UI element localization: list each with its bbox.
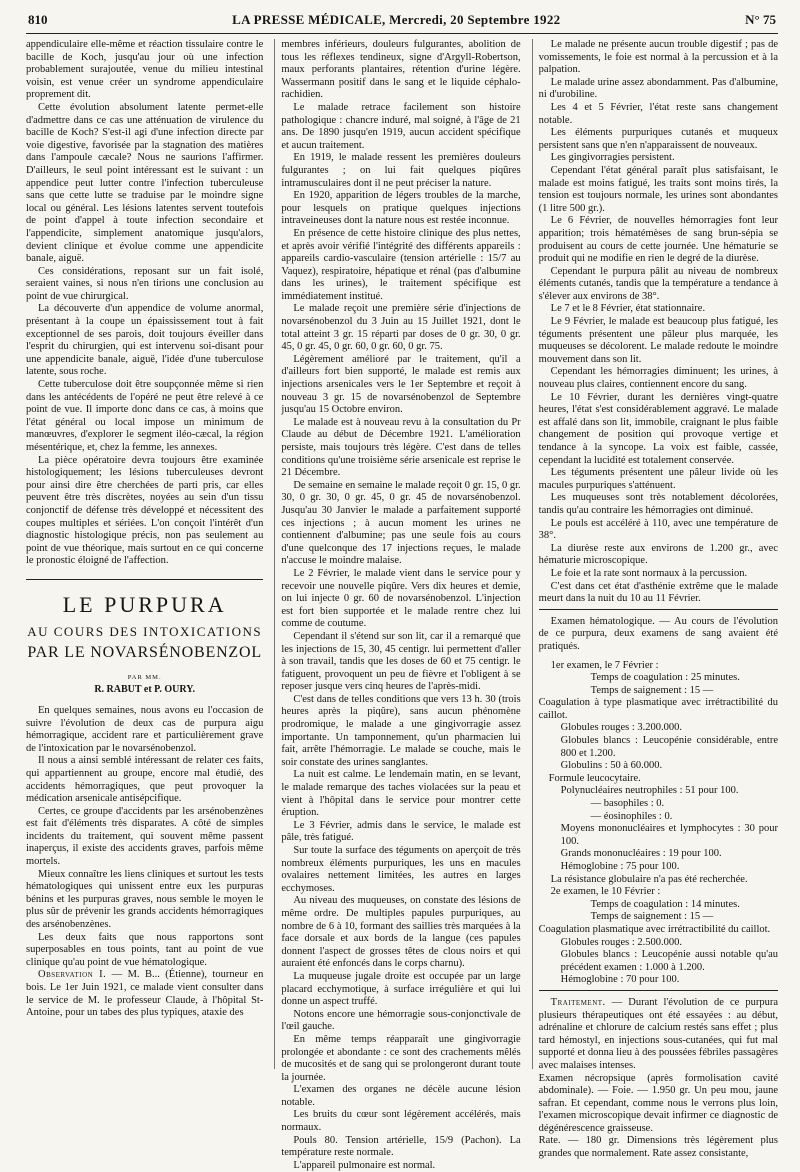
columns: [26, 39, 778, 1171]
exam-2-heading: 2e examen, le 10 Février :: [550, 886, 661, 898]
exam-line: Coagulation à type plasmatique avec irrétractibilité du caillot.: [538, 697, 778, 721]
column-3: [532, 39, 778, 1160]
exam-line: Temps de saignement : 15 —: [590, 911, 714, 923]
paragraph: Cependant il s'étend sur son lit, car il a remarqué que les injections de 15, 30, 45 centigr. lui permettent d'aller à son travail, tandis que les doses de 60 et 75 centigr. le fatiguent, provoquent un peu de fièvre et l'obligent à se reposer jusque vers cinq heures de l'après-midi.: [281, 630, 521, 693]
exam-line: Temps de coagulation : 25 minutes.: [590, 672, 740, 684]
exam-1-heading: 1er examen, le 7 Février :: [550, 659, 659, 671]
exam-line: Moyens mononucléaires et lymphocytes : 30 pour 100.: [560, 823, 778, 847]
observation-paragraph: [26, 969, 263, 1019]
treatment-label: Traitement.: [550, 996, 606, 1008]
exam-line: Temps de saignement : 15 —: [590, 684, 714, 696]
paragraph: L'appareil pulmonaire est normal.: [293, 1159, 436, 1171]
article-separator: [26, 579, 263, 580]
section-rule: [539, 609, 778, 610]
paragraph: Légèrement amélioré par le traitement, qu'il a d'ailleurs fort bien supporté, le malade est remis aux injections arsenicales vers le 1er Septembre et reçoit à nouveau 3 gr. 15 de novarsénobenzol de Septembre jusqu'au 15 Octobre environ.: [281, 353, 521, 416]
column-1: [26, 39, 263, 1069]
paragraph: Les téguments présentent une pâleur livide où les macules purpuriques s'atténuent.: [538, 467, 778, 491]
paragraph: Certes, ce groupe d'accidents par les arsénobenzènes est fait d'éléments très disparates. A côté de simples incidents du traitement, qui souvent même passent inaperçus, il existe des accidents graves, parfois même mortels.: [26, 805, 264, 868]
paragraph: Le 6 Février, de nouvelles hémorragies font leur apparition; trois hématémèses de sang brun-sépia se produisent au cours de cette journée. Une hématurie se produit qui ne modifie en rien le degré de la diurèse.: [538, 215, 778, 265]
paragraph: En quelques semaines, nous avons eu l'occasion de suivre l'évolution de deux cas de purpura aigu hémorragique, accident rare et particulièrement grave de l'intoxication par le novarsénobenzol.: [26, 704, 264, 754]
paragraph: Le foie et la rate sont normaux à la percussion.: [550, 567, 748, 579]
paragraph: Les éléments purpuriques cutanés et muqueux persistent sans que n'en n'apparaissent de nouveaux.: [538, 127, 778, 151]
exam-line: Globulins : 50 à 60.000.: [560, 760, 663, 772]
exam-line: Globules rouges : 3.200.000.: [560, 722, 682, 734]
exam-line: Hémoglobine : 70 pour 100.: [560, 974, 680, 986]
paragraph: Les muqueuses sont très notablement décolorées, tandis qu'au contraire les hémorragies ont diminué.: [538, 492, 778, 516]
paragraph: La nuit est calme. Le lendemain matin, en se levant, le malade remarque des taches violacées sur la peau et vient à l'hôpital dans le service pour montrer cette éruption.: [281, 769, 521, 819]
observation-text: — M. B... (Étienne), tourneur en bois. Le 1er Juin 1921, ce malade vient consulter dans le service de M. le professeur Claude, à l'hôpital St-Antoine, pour un tabes des plus typiques, ataxie des: [26, 969, 264, 1019]
page-number: 810: [28, 12, 48, 27]
exam-line: Coagulation plasmatique avec irrétractibilité du caillot.: [538, 923, 771, 935]
journal-masthead: [232, 12, 560, 28]
exam-line: Formule leucocytaire.: [548, 772, 641, 784]
paragraph: Cependant l'état général paraît plus satisfaisant, le malade est moins fatigué, les traits sont moins tirés, la tension est toujours normale, les urines sont abondantes (1 litre 500 gr.).: [538, 164, 778, 214]
paragraph: Le 9 Février, le malade est beaucoup plus fatigué, les téguments présentent une pâleur plus marquée, les muqueuses se décolorent. Le malade redoute le moindre mouvement dans son lit.: [538, 316, 778, 365]
paragraph: Le 3 Février, admis dans le service, le malade est pâle, très fatigué.: [281, 819, 521, 844]
paragraph: En 1920, apparition de légers troubles de la marche, pour lesquels on pratique quelques injections intraveineuses dont la nature nous est restée inconnue.: [281, 190, 521, 227]
exam-line: — éosinophiles : 0.: [590, 810, 673, 822]
paragraph: Cette tuberculose doit être soupçonnée même si rien dans les antécédents de l'opéré ne peut être relevé à ce point de vue. Il importe donc dans ce cas, à moins que l'état général ou local impose un minimum de manœuvres, d'explorer le segment iléo-cæcal, la région mésentérique, et, chez la femme, les annexes.: [26, 379, 264, 453]
paragraph: C'est dans cet état d'asthénie extrême que le malade meurt dans la nuit du 10 au 11 Février.: [538, 580, 778, 605]
paragraph: Ces considérations, reposant sur un fait isolé, seraient vaines, si nous n'en tirions une conclusion au point de vue chirurgical.: [26, 265, 264, 302]
paragraph: Les deux faits que nous rapportons sont superposables en tous points, tant au point de vue clinique qu'au point de vue hématologique.: [26, 931, 264, 968]
article-subtitle: AU COURS DES INTOXICATIONS: [27, 623, 263, 639]
exam-line: Grands mononucléaires : 19 pour 100.: [560, 848, 722, 860]
paragraph: appendiculaire elle-même et réaction tissulaire contre le bacille de Koch, jusqu'au jour où une infection probablement surajoutée, venue du milieu intestinal voisin, est venue créer un syndrome appendiculaire proprement dit.: [26, 39, 264, 101]
observation-label: Observation I.: [38, 969, 107, 981]
exam-line: La résistance globulaire n'a pas été recherchée.: [550, 873, 748, 885]
exam-line: Globules blancs : Leucopénie aussi notable qu'au précédent examen : 1.000 à 1.200.: [560, 949, 778, 973]
paragraph: En même temps réapparaît une gingivorragie prolongée et abondante : ce sont des crachements mêlés de mucosités et de sang qui se prolongeront durant toute la journée.: [281, 1033, 521, 1083]
paragraph: Pouls 80. Tension artérielle, 15/9 (Pachon). La température reste normale.: [281, 1134, 521, 1159]
paragraph: Le 10 Février, durant les dernières vingt-quatre heures, l'état s'est considérablement aggravé. Le malade est affalé dans son lit, immobile, craignant le plus faible changement de position qui provoque vertige et tendance à la syncope. La voix est faible, cassée, cependant la lucidité est totalement conservée.: [538, 391, 778, 466]
paragraph: De semaine en semaine le malade reçoit 0 gr. 15, 0 gr. 30, 0 gr. 30, 0 gr. 45, 0 gr. 45 de novarsénobenzol. Jusqu'au 30 Janvier le malade a parfaitement supporté ces injections ; à aucun moment les urines ne contiennent d'albumine; pas une seule fois au cours d'une quelconque des 17 injections reçues, le malade n'accuse le moindre malaise.: [281, 479, 521, 567]
paragraph: En 1919, le malade ressent les premières douleurs fulgurantes ; on lui fait quelques piqûres intramusculaires dont il ne peut préciser la nature.: [281, 152, 521, 189]
exam-line: Polynucléaires neutrophiles : 51 pour 100.: [560, 785, 739, 797]
issue-date: Mercredi, 20 Septembre 1922: [389, 12, 561, 27]
byline-prefix: PAR MM.: [127, 673, 162, 681]
paragraph: En présence de cette histoire clinique des plus nettes, et après avoir vérifié l'intégrité des différents appareils : appareils cardio-vasculaire (tension artérielle : 15/7 au Vaquez), respiratoire, hépatique et rénal (pas d'albumine dans les urines), le traitement spécifique est immédiatement institué.: [281, 227, 521, 302]
paragraph: Le malade urine assez abondamment. Pas d'albumine, ni d'urobiline.: [538, 76, 778, 101]
column-2: [274, 39, 521, 1171]
paragraph: Examen hématologique. — Au cours de l'évolution de ce purpura, deux examens de sang avaient été pratiqués.: [538, 615, 778, 652]
paragraph: Examen nécropsique (après formolisation cavité abdominale). — Foie. — 1.950 gr. Un peu mou, jaune safran. Et cependant, comme nous le verrons plus loin, l'examen microscopique devait infirmer ce diagnostic de dégénérescence graisseuse.: [538, 1072, 778, 1134]
paragraph: Notons encore une hémorragie sous-conjonctivale de l'œil gauche.: [281, 1008, 521, 1033]
exam-line: — basophiles : 0.: [590, 798, 665, 810]
paragraph: Cependant les hémorragies diminuent; les urines, à nouveau plus claires, contiennent encore du sang.: [538, 366, 778, 391]
paragraph: Le malade reçoit une première série d'injections de novarsénobenzol du 3 Juin au 15 Juillet 1921, dont le total atteint 3 gr. 15 réparti par doses de 0 gr. 30, 0 gr. 45, 0 gr. 45, 0 gr. 60, 0 gr. 60, 0 gr. 75.: [281, 303, 521, 353]
paragraph: Sur toute la surface des téguments on aperçoit de très nombreux éléments purpuriques, les uns en macules ovalaires nettement limitées, les autres en larges ecchymoses.: [281, 845, 521, 894]
journal-name: LA PRESSE MÉDICALE,: [232, 12, 386, 27]
article-authors: R. RABUT et P. OURY.: [94, 683, 196, 695]
page-header: [26, 12, 778, 34]
exam-line: Temps de coagulation : 14 minutes.: [590, 898, 740, 910]
paragraph: Le 2 Février, le malade vient dans le service pour y recevoir une nouvelle piqûre. Vers dix heures et demie, on lui injecte 0 gr. 60 de novarsénobenzol. L'injection est fort bien supportée et le malade rentre chez lui comme de coutume.: [281, 567, 521, 630]
paragraph: L'examen des organes ne décèle aucune lésion notable.: [281, 1084, 521, 1108]
paragraph: Le malade ne présente aucun trouble digestif ; pas de vomissements, le foie est normal à la percussion et à la palpation.: [538, 39, 778, 76]
exam-line: Globules rouges : 2.500.000.: [560, 936, 682, 948]
exam-line: Hémoglobine : 75 pour 100.: [560, 861, 680, 872]
paragraph: Cependant le purpura pâlit au niveau de nombreux éléments cutanés, tandis que la température a tendance à s'élever aux environs de 38°.: [538, 265, 778, 302]
paragraph: C'est dans de telles conditions que vers 13 h. 30 (trois heures après la piqûre), sans aucun phénomène prodromique, le malade a une gingivorragie assez importante. Un tamponnement, qu'un pharmacien lui fait, arrête l'hémorragie. Le malade se couche, mais le soir constate des urines sanglantes.: [281, 693, 521, 768]
paragraph: Le 7 et le 8 Février, état stationnaire.: [550, 303, 706, 315]
paragraph: Cette évolution absolument latente permet-elle d'admettre dans ce cas une atténuation de virulence du bacille de Koch? S'est-il agi d'une infection directe par voie digestive, favorisée par la stagnation des matières dans l'ampoule cæcale? Nous ne saurions l'affirmer. D'ailleurs, le seul point intéressant est le suivant : un appendice peut lutter contre l'infection tuberculeuse sans que cette lutte se traduise par le moindre signe local ou général. Les lésions latentes servent toutefois de point d'appel à toute infection secondaire et l'appendicite, simplement anatomique jusqu'alors, devient clinique et évolue comme une appendicite banale, aiguë.: [26, 101, 264, 265]
paragraph: Rate. — 180 gr. Dimensions très légèrement plus grandes que normalement. Rate assez consistante,: [538, 1135, 778, 1160]
paragraph: Les bruits du cœur sont légèrement accélérés, mais normaux.: [281, 1109, 521, 1134]
paragraph: La pièce opératoire devra toujours être examinée histologiquement; les lésions tuberculeuses devront pour ainsi dire être cherchées de parti pris, car elles peuvent être très discrètes, noyées au sein d'un tissu conjonctif de défense très développé et nécessitent des coupes multiples et sériées. L'on conçoit l'intérêt d'un diagnostic histologique précis, non pas seulement au point de vue théorique, mais surtout en ce qui concerne le pronostic éloigné de l'affection.: [26, 454, 264, 567]
section-rule: [539, 990, 778, 991]
treatment-paragraph: [539, 997, 778, 1073]
paragraph: Le malade est à nouveau revu à la consultation du Pr Claude au début de Décembre 1921. L'amélioration persiste, mais toujours très légère. C'est dans de telles conditions qu'une troisième série arsenicale est reprise le 21 Décembre.: [281, 416, 521, 479]
paragraph: La muqueuse jugale droite est occupée par un large placard ecchymotique, à surface irrégulière et qui lui donne un aspect truffé.: [281, 970, 521, 1008]
exam-line: Globules blancs : Leucopénie considérable, entre 800 et 1.200.: [560, 735, 778, 759]
article-subtitle-2: PAR LE NOVARSÉNOBENZOL: [27, 643, 262, 661]
treatment-text: — Durant l'évolution de ce purpura plusieurs thérapeutiques ont été essayées : au début, adrénaline et chlorure de calcium restés sans effet ; plus tard hémostyl, en injections sous-cutanées, qui fut mal supporté et donna lieu à des poussées fébriles passagères avec malaises intenses.: [538, 996, 778, 1071]
issue-number: N° 75: [745, 12, 776, 27]
paragraph: membres inférieurs, douleurs fulgurantes, abolition de tous les réflexes tendineux, signe d'Argyll-Robertson, maux perforants plantaires, rétention d'urine légère. Wassermann positif dans le sang et le liquide céphalo-rachidien.: [281, 39, 521, 101]
paragraph: La découverte d'un appendice de volume anormal, présentant à la coupe un épaississement tout à fait exceptionnel de ses parois, doit toujours éveiller dans l'esprit du chirurgien, qui est intervenu soi-disant pour une appendicite banale, aiguë, l'idée d'une tuberculose latente, sous roche.: [26, 303, 264, 378]
paragraph: Le pouls est accéléré à 110, avec une température de 38°.: [538, 517, 778, 542]
paragraph: Mieux connaître les liens cliniques et surtout les tests hématologiques qui unissent entre eux les purpuras bénins et les purpuras graves, nous semble le moyen le plus sûr de prévenir les grands accidents hémorragiques des arsénobenzènes.: [26, 868, 264, 931]
paragraph: Les gingivorragies persistent.: [550, 152, 675, 164]
paragraph: Le malade retrace facilement son histoire pathologique : chancre induré, mal soigné, à l'âge de 21 ans. De 1890 jusqu'en 1919, aucun accident spécifique et aucun traitement.: [281, 101, 521, 151]
paragraph: Au niveau des muqueuses, on constate des lésions de même ordre. De multiples papules purpuriques, au nombre de 6 à 10, formant des saillies très marquées à la face dorsale et aux bords de la langue (ces papules donnent l'aspect de grosses têtes de clous noirs et qui auraient été enfoncés dans le corps charnu).: [281, 895, 521, 970]
paragraph: La diurèse reste aux environs de 1.200 gr., avec hématurie microscopique.: [538, 542, 778, 567]
paragraph: Les 4 et 5 Février, l'état reste sans changement notable.: [538, 101, 778, 126]
article-title: LE PURPURA: [62, 591, 227, 617]
paragraph: Il nous a ainsi semblé intéressant de relater ces faits, qui appartiennent au groupe, encore mal étudié, des accidents hémorragiques, que peut provoquer la médication arsenicale antisépcifique.: [26, 755, 264, 805]
